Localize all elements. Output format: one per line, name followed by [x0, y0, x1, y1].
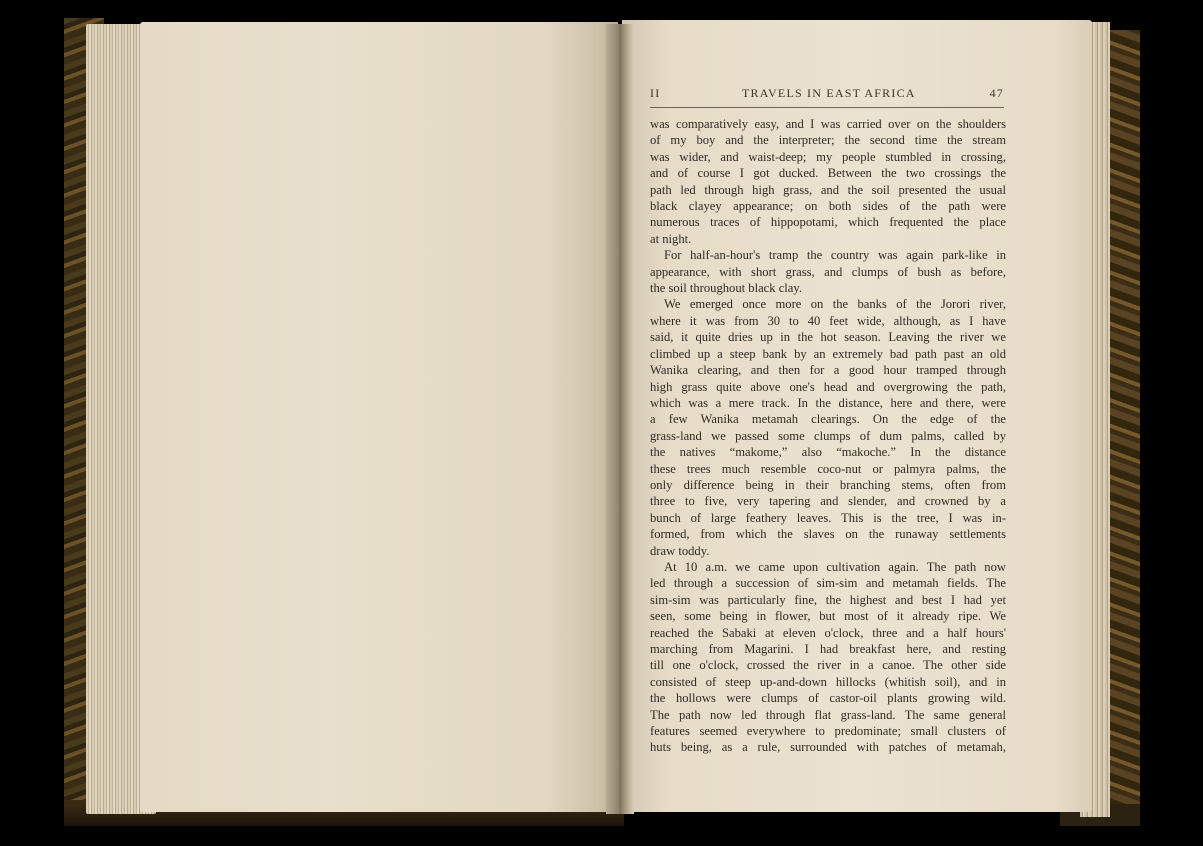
text-line: draw toddy. [650, 543, 710, 558]
text-line: where it was from 30 to 40 feet wide, although, as I have [650, 313, 1006, 328]
text-line: marching from Magarini. I had breakfast here, and resting [650, 642, 1006, 656]
text-line: seen, some being in flower, but most of it already ripe. We [650, 609, 1006, 624]
text-line: till one o'clock, crossed the river in a canoe. The other side [650, 658, 1006, 673]
page-number: 47 [989, 86, 1004, 100]
text-line: numerous traces of hippopotami, which frequented the place [650, 215, 1006, 230]
text-line: Wanika clearing, and then for a good hour tramped through [650, 363, 1006, 378]
text-line: path led through high grass, and the soil presented the usual [650, 182, 1006, 197]
text-line: black clayey appearance; on both sides of the path were [650, 199, 1006, 214]
text-line: only difference being in their branching stems, often from [650, 477, 1006, 492]
text-line: climbed up a steep bank by an extremely bad path past an old [650, 346, 1006, 361]
text-line: these trees much resemble coco-nut or palmyra palms, the [650, 461, 1006, 476]
text-line: the natives “makome,” also “makoche.” In the distance [650, 445, 1006, 460]
book-gutter [606, 24, 634, 814]
text-line: sim-sim was particularly fine, the highest and best I had yet [650, 592, 1006, 607]
text-line: and of course I got ducked. Between the two crossings the [650, 166, 1006, 181]
text-line: grass-land we passed some clumps of dum palms, called by [650, 428, 1006, 443]
text-line: formed, from which the slaves on the runaway settlements [650, 527, 1006, 542]
text-line: bunch of large feathery leaves. This is the tree, I was in- [650, 510, 1006, 525]
running-head [650, 86, 1004, 104]
text-line: of my boy and the interpreter; the second time the stream [650, 133, 1006, 148]
blank-left-page [140, 22, 618, 812]
header-rule [650, 107, 1004, 108]
text-line: the hollows were clumps of castor-oil plants growing wild. [650, 691, 1006, 706]
text-line: a few Wanika metamah clearings. On the edge of the [650, 412, 1006, 427]
running-title: TRAVELS IN EAST AFRICA [742, 86, 916, 100]
text-line: three to five, very tapering and slender, and crowned by a [650, 494, 1006, 509]
text-line: was wider, and waist-deep; my people stumbled in crossing, [650, 149, 1006, 164]
page-body-text [650, 116, 1006, 756]
text-line: consisted of steep up-and-down hillocks (whitish soil), and in [650, 674, 1006, 689]
text-line: high grass quite above one's head and overgrowing the path, [650, 379, 1006, 394]
text-line: We emerged once more on the banks of the Jorori river, [664, 297, 1006, 312]
text-line: reached the Sabaki at eleven o'clock, three and a half hours' [650, 625, 1006, 640]
text-line: At 10 a.m. we came upon cultivation again. The path now [664, 559, 1006, 574]
text-line: the soil throughout black clay. [650, 281, 803, 296]
text-line: For half-an-hour's tramp the country was again park-like in [664, 248, 1006, 263]
text-line: said, it quite dries up in the hot season. Leaving the river we [650, 330, 1006, 345]
text-line: The path now led through flat grass-land. The same general [650, 707, 1006, 722]
text-line: appearance, with short grass, and clumps of bush as before, [650, 264, 1006, 279]
chapter-number: II [650, 86, 661, 100]
text-line: features seemed everywhere to predominate; small clusters of [650, 724, 1006, 739]
text-line: was comparatively easy, and I was carried over on the shoulders [650, 117, 1006, 131]
text-line: at night. [650, 231, 692, 246]
text-line: led through a succession of sim-sim and metamah fields. The [650, 576, 1006, 591]
text-line: which was a mere track. In the distance, here and there, were [650, 395, 1006, 410]
text-line: huts being, as a rule, surrounded with patches of metamah, [650, 740, 1006, 755]
